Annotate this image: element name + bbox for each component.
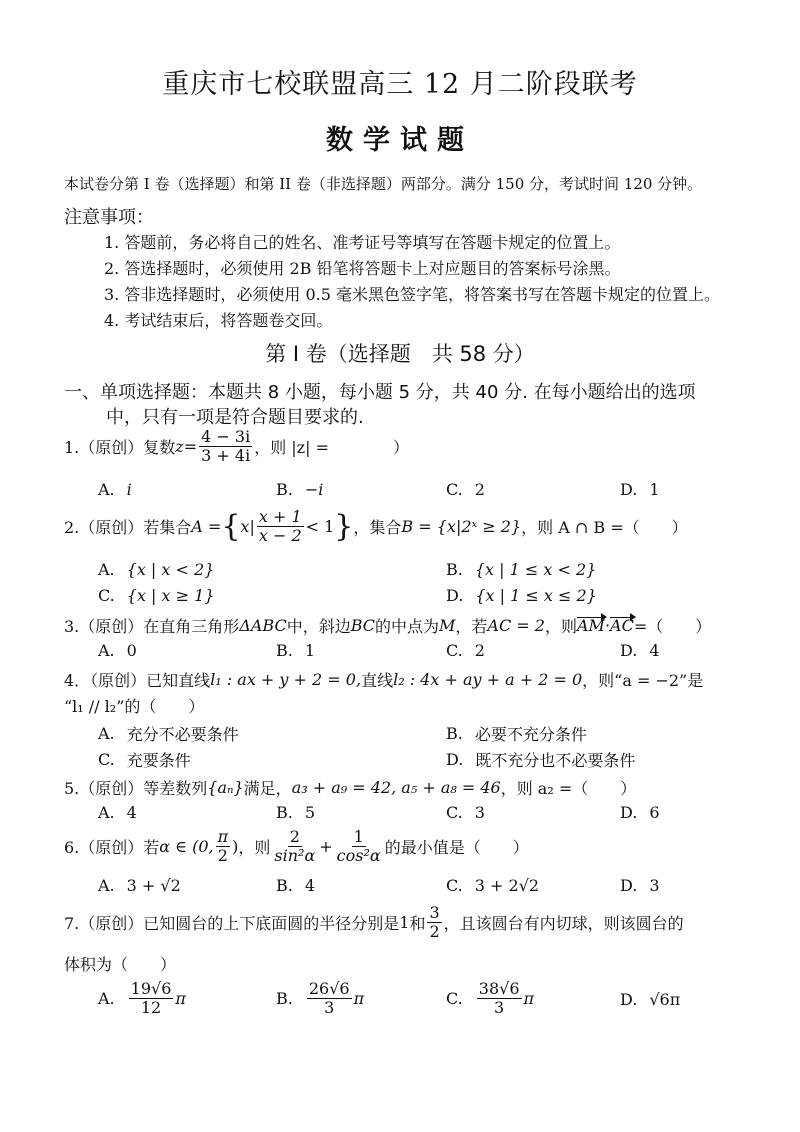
option-value: 充分不必要条件 <box>126 725 239 744</box>
option-value: i <box>126 480 132 499</box>
q1-eq: = <box>183 437 198 457</box>
q4-l2: l₂ : 4x + ay + a + 2 = 0 <box>393 670 583 689</box>
q2-mid: ，集合 <box>353 518 402 538</box>
q1-prefix: 1.（原创）复数 <box>64 438 176 458</box>
notice-item: 2. 答选择题时，必须使用 2B 铅笔将答题卡上对应题目的答案标号涂黑。 <box>104 259 621 278</box>
q3-option-c <box>446 641 485 660</box>
option-label: D. <box>620 990 638 1009</box>
q5-tail: ，则 a₂ =（ ） <box>500 779 637 798</box>
q1-option-b <box>276 480 323 499</box>
q2-option-c <box>98 586 215 605</box>
q5-option-c <box>446 803 485 822</box>
q6-option-a <box>98 876 181 895</box>
q2-option-a <box>98 560 214 579</box>
q7-radius-fraction <box>427 904 441 942</box>
option-numerator: 38√6 <box>478 979 520 998</box>
q2-set-b: B = {x|2ˣ ≥ 2} <box>401 517 522 537</box>
option-fraction <box>129 980 174 1018</box>
q5-option-a <box>98 803 137 822</box>
q6-denominator-1: sin²α <box>274 846 316 866</box>
option-label: D. <box>620 803 638 822</box>
question-4 <box>64 668 703 691</box>
question-2 <box>64 508 688 546</box>
option-label: B. <box>446 724 463 743</box>
q7-line1a: 7.（原创）已知圆台的上下底面圆的半径分别是 <box>64 914 400 934</box>
q3-bc: BC <box>350 616 375 635</box>
option-label: D. <box>620 641 638 660</box>
option-value: 4 <box>304 876 316 895</box>
q6-prefix: 6.（原创）若 <box>64 838 160 858</box>
option-label: D. <box>620 480 638 499</box>
option-label: D. <box>446 586 464 605</box>
part-instructions-line1: 一、单项选择题：本题共 8 小题，每小题 5 分，共 40 分. 在每小题给出的选项 <box>64 382 696 403</box>
part-instructions-line2: 中，只有一项是符合题目要求的. <box>106 407 364 428</box>
q7-radius-denominator: 2 <box>429 922 440 942</box>
option-label: A. <box>98 560 115 579</box>
q5-condition: a₃ + a₉ = 42, a₅ + a₈ = 46 <box>291 778 501 797</box>
option-label: B. <box>446 560 463 579</box>
option-pi: π <box>353 989 365 1009</box>
exam-intro: 本试卷分第 I 卷（选择题）和第 II 卷（非选择题）两部分。满分 150 分，考试时间 120 分钟。 <box>64 175 703 193</box>
q3-dot: · <box>604 616 611 635</box>
q7-and: 和 <box>409 914 426 934</box>
option-value: 既不充分也不必要条件 <box>475 751 636 770</box>
q6-numerator-2: 1 <box>353 827 364 846</box>
q2-set-a: A = <box>191 517 222 537</box>
q1-option-a <box>98 480 132 499</box>
q1-numerator: 4 − 3i <box>201 427 251 446</box>
q6-option-d <box>620 876 660 895</box>
option-value: 2 <box>474 480 485 499</box>
question-7 <box>64 904 684 942</box>
option-denominator: 12 <box>140 998 162 1018</box>
question-1 <box>64 428 409 466</box>
q7-option-b <box>276 980 364 1018</box>
option-label: A. <box>98 989 115 1009</box>
option-value: 4 <box>649 641 660 660</box>
q3-text3: 的中点为 <box>375 617 440 636</box>
q4-option-b <box>446 722 587 745</box>
option-label: B. <box>276 876 293 895</box>
q3-tail: =（ ） <box>633 617 712 636</box>
option-label: C. <box>98 586 115 605</box>
q5-option-d <box>620 803 660 822</box>
q3-text1: 3.（原创）在直角三角形 <box>64 617 240 636</box>
question-7-line2 <box>64 952 176 975</box>
option-numerator: 26√6 <box>308 979 350 998</box>
q2-inner: x| <box>240 517 255 537</box>
option-value: 3 + √2 <box>126 876 181 895</box>
option-denominator: 3 <box>494 998 505 1018</box>
q2-tail: ，则 A ∩ B =（ ） <box>521 518 688 538</box>
option-value: √6π <box>649 990 681 1009</box>
q3-m: M <box>439 616 456 635</box>
option-value: 必要不充分条件 <box>474 725 587 744</box>
q3-text5: ，则 <box>544 617 577 636</box>
q7-option-c <box>446 980 534 1018</box>
option-value: {x | 1 ≤ x ≤ 2} <box>475 586 597 605</box>
q2-prefix: 2.（原创）若集合 <box>64 518 192 538</box>
q1-option-c <box>446 480 485 499</box>
q6-denominator-2: cos²α <box>336 846 381 866</box>
q3-vector-am: AM <box>577 616 605 635</box>
option-value: 3 + 2√2 <box>474 876 540 895</box>
q4-l1: l₁ : ax + y + 2 = 0, <box>210 670 362 689</box>
option-label: B. <box>276 803 293 822</box>
option-label: A. <box>98 724 115 743</box>
q3-option-a <box>98 641 137 660</box>
q7-r1: 1 <box>399 913 410 933</box>
q2-option-b <box>446 560 596 579</box>
option-fraction <box>477 980 522 1018</box>
q4-line1c: ，则“a = −2”是 <box>582 671 704 690</box>
q7-radius-numerator: 3 <box>429 903 440 922</box>
q3-vector-ac: AC <box>610 616 634 635</box>
q4-line1b: 直线 <box>361 671 394 690</box>
q2-denominator: x − 2 <box>258 526 302 546</box>
q4-option-c <box>98 748 191 771</box>
q2-option-d <box>446 586 597 605</box>
q4-option-a <box>98 722 239 745</box>
exam-title: 重庆市七校联盟高三 12 月二阶段联考 <box>162 69 638 100</box>
q6-option-c <box>446 876 539 895</box>
q6-plus: + <box>319 837 333 857</box>
option-label: C. <box>446 803 463 822</box>
q6-pi-denominator: 2 <box>217 846 228 866</box>
q2-numerator: x + 1 <box>258 507 302 526</box>
q3-text2: 中，斜边 <box>286 617 351 636</box>
option-value: 2 <box>474 641 485 660</box>
question-6 <box>64 828 529 866</box>
option-label: B. <box>276 989 293 1009</box>
option-numerator: 19√6 <box>130 979 172 998</box>
q2-lt: < 1 <box>305 517 335 537</box>
q6-option-b <box>276 876 315 895</box>
q2-fraction <box>257 508 304 546</box>
option-label: A. <box>98 876 115 895</box>
q7-option-a <box>98 980 186 1018</box>
q1-var: z <box>175 437 184 457</box>
option-label: C. <box>98 750 115 769</box>
option-value: 1 <box>304 641 316 660</box>
q3-option-d <box>620 641 660 660</box>
notice-item: 3. 答非选择题时，必须使用 0.5 毫米黑色签字笔，将答案书写在答题卡规定的位置上。 <box>104 285 720 304</box>
q6-alpha: α ∈ (0, <box>159 837 214 857</box>
q7-line2: 体积为（ ） <box>64 955 177 974</box>
option-value: 4 <box>126 803 137 822</box>
option-value: 充要条件 <box>126 751 191 770</box>
option-value: 6 <box>649 803 660 822</box>
option-value: {x | x ≥ 1} <box>126 586 215 605</box>
q6-mid: ，则 <box>238 838 271 858</box>
option-pi: π <box>175 989 186 1009</box>
option-label: A. <box>98 480 115 499</box>
q7-option-d <box>620 990 680 1009</box>
exam-subtitle: 数学试题 <box>326 125 474 156</box>
option-value: {x | x < 2} <box>126 560 215 579</box>
notice-item: 1. 答题前，务必将自己的姓名、准考证号等填写在答题卡规定的位置上。 <box>104 233 621 252</box>
option-label: C. <box>446 480 463 499</box>
q6-numerator-1: 2 <box>289 827 300 846</box>
q5-option-b <box>276 803 315 822</box>
question-5 <box>64 776 636 799</box>
q4-line2: “l₁ // l₂”的（ ） <box>64 697 205 716</box>
section-title: 第 I 卷（选择题 共 58 分） <box>265 342 535 366</box>
q3-triangle: ΔABC <box>239 616 287 635</box>
question-3 <box>64 614 711 637</box>
option-value: 5 <box>304 803 316 822</box>
q6-fraction-1 <box>272 828 317 866</box>
option-label: A. <box>98 641 115 660</box>
notice-item: 4. 考试结束后，将答题卷交回。 <box>104 311 333 330</box>
option-label: C. <box>446 876 463 895</box>
option-fraction <box>307 980 352 1018</box>
option-value: {x | 1 ≤ x < 2} <box>474 560 597 579</box>
option-label: C. <box>446 989 463 1009</box>
notice-heading: 注意事项： <box>64 207 154 228</box>
option-label: D. <box>620 876 638 895</box>
q6-close: ) <box>232 837 239 857</box>
option-value: 1 <box>649 480 660 499</box>
q5-mid: 满足， <box>243 779 292 798</box>
q1-fraction <box>199 428 252 466</box>
option-value: 3 <box>474 803 485 822</box>
option-value: 0 <box>126 641 137 660</box>
q1-tail: ，则 |z| = ） <box>254 438 409 458</box>
option-denominator: 3 <box>324 998 335 1018</box>
q3-ac: AC = 2 <box>487 616 545 635</box>
option-label: A. <box>98 803 115 822</box>
option-label: D. <box>446 750 464 769</box>
q3-text4: ，若 <box>455 617 488 636</box>
q6-pi-numerator: π <box>217 827 229 846</box>
q7-line1b: ，且该圆台有内切球，则该圆台的 <box>443 914 684 934</box>
q6-pi-fraction <box>216 828 231 866</box>
q1-denominator: 3 + 4i <box>201 446 251 466</box>
option-pi: π <box>523 989 535 1009</box>
q5-sequence: {aₙ} <box>207 778 244 797</box>
question-4-line2 <box>64 694 204 717</box>
left-brace-icon: { <box>221 508 241 544</box>
option-label: C. <box>446 641 463 660</box>
option-value: −i <box>304 480 324 499</box>
q4-line1a: 4．（原创）已知直线 <box>64 671 211 690</box>
q1-option-d <box>620 480 660 499</box>
right-brace-icon: } <box>334 508 354 544</box>
q3-option-b <box>276 641 315 660</box>
option-label: B. <box>276 641 293 660</box>
q6-fraction-2 <box>335 828 383 866</box>
q4-option-d <box>446 748 635 771</box>
option-value: 3 <box>649 876 660 895</box>
q5-prefix: 5.（原创）等差数列 <box>64 779 208 798</box>
q6-tail: 的最小值是（ ） <box>384 838 529 858</box>
option-label: B. <box>276 480 293 499</box>
